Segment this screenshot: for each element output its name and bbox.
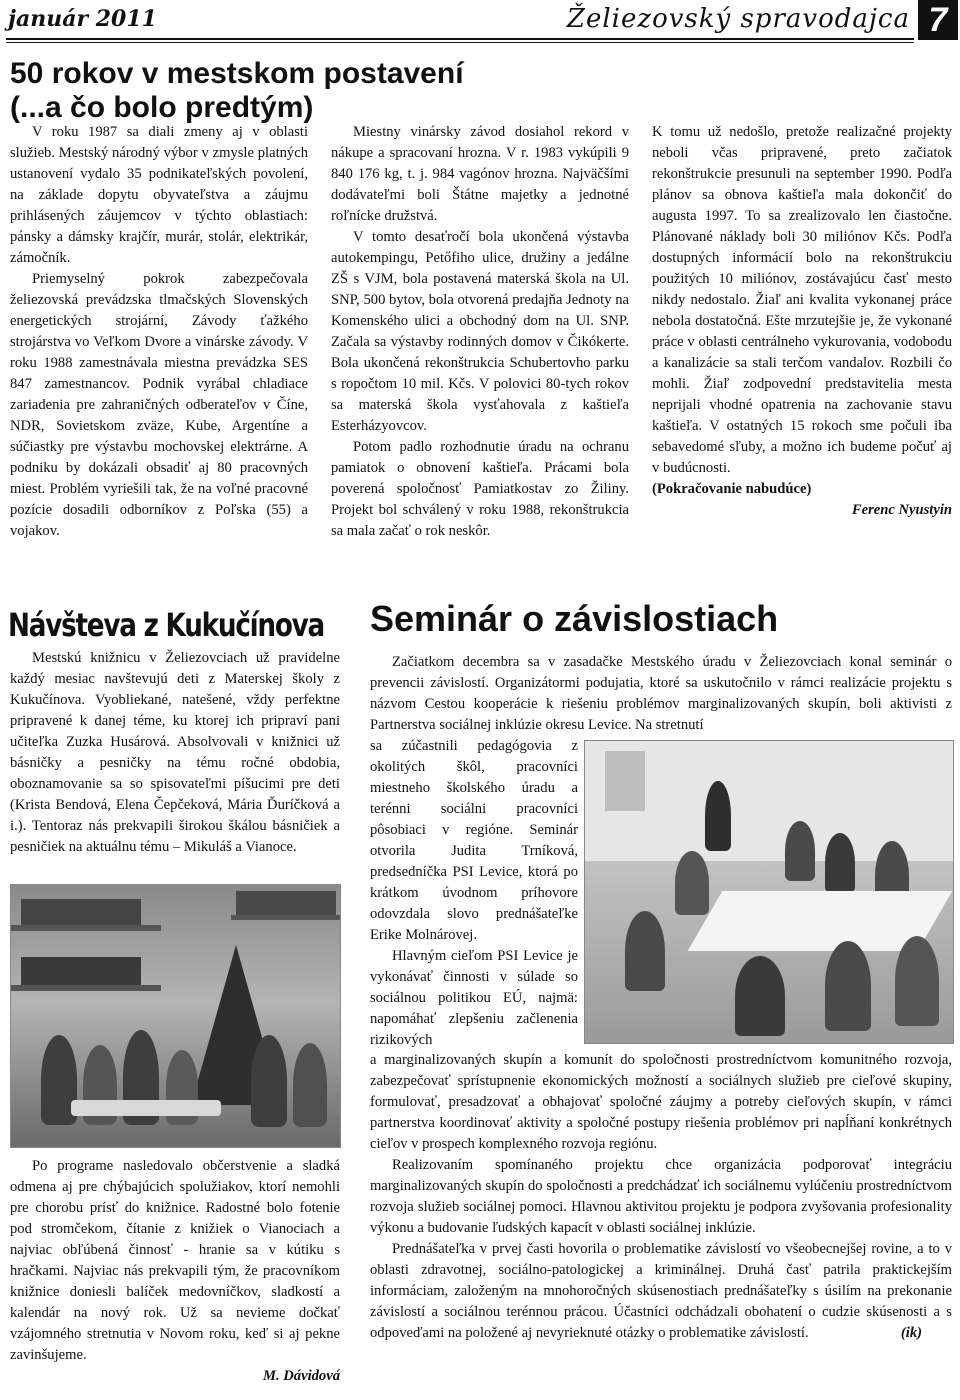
article2-text-top [10, 648, 340, 858]
article2-author: M. Dávidová [262, 1368, 340, 1384]
page-number: 7 [918, 0, 958, 40]
article2-text-bottom [10, 1156, 340, 1387]
paragraph: Po programe nasledovalo občerstvenie a sladká odmena aj pre chýbajúcich spolužiakov, ktorí nemohli pre chorobu prísť do knižnice. Radostné bolo fotenie pod stromčekom, čítanie z knižiek o Vianociach a najviac obľúbená činnosť - hranie sa v kútiku s hračkami. Najviac nás prekvapili tým, že pracovníkom knižnice doniesli balíček medovníčkov, sladkostí a kalendár na nový rok. Už sa nevieme dočkať vzájomného stretnutia v Novom roku, keď si aj pekne zavinšujeme. [10, 1158, 340, 1363]
paragraph: a marginalizovaných skupín a komunít do spoločnosti prostredníctvom komunitného rozvoja, zabezpečovať sprístupnenie ekonomických možností a sociálnych služieb pre cieľové skupiny, formulovať, presadzovať a obhajovať spoločné záujmy a potreby cieľových skupín, v rámci partnerstva koordinovať aktivity a spoločné postupy riešenia problémov pri napĺňaní konkrétnych cieľov v prospech komplexného rozvoja regiónu. [370, 1052, 952, 1152]
paragraph: Potom padlo rozhodnutie úradu na ochranu pamiatok o obnovení kaštieľa. Prácami bola poverená spoločnosť Pamiatkostav zo Žiliny. Projekt bol schválený v roku 1988, rekonštrukcia sa mala začať o rok neskôr. [331, 439, 629, 539]
issue-date: január 2011 [8, 6, 157, 32]
article2-title: Návšteva z Kukučínova [8, 606, 325, 644]
paragraph: V tomto desaťročí bola ukončená výstavba autokempingu, Petőfiho ulice, družiny a jedálne ZŠ s VJM, bola postavená materská škola na Ul. SNP, 500 bytov, bola otvorená predajňa Jednoty na Komenského ulici a obchodný dom na Ul. SNP. Začala sa výstavby rodinných domov v Čikókerte. Bola ukončená rekonštrukcia Schubertovho parku s ropočtom 10 mil. Kčs. V polovici 80-tych rokov sa materská škola vysťahovala z kaštieľa Esterházyovcov. [331, 229, 629, 434]
header-rule [6, 38, 914, 40]
paragraph: Začiatkom decembra sa v zasadačke Mestského úradu v Želiezovciach konal seminár o prevencii závislostí. Organizátormi podujatia, ktoré sa uskutočnilo v rámci realizácie projektu s názvom Cestou kooperácie k riešeniu problémov marginalizovaných skupín, boli aktivisti z Partnerstva sociálnej inklúzie okresu Levice. Na stretnutí [370, 654, 952, 733]
article1-author: Ferenc Nyustyin [851, 502, 952, 518]
paragraph: Realizovaním spomínaného projektu chce organizácia podporovať integráciu marginalizovaných skupín do spoločnosti a predchádzať ich sociálnemu vylúčeniu prostredníctvom rozvoja služieb sociálnej pomoci. Hlavnou aktivitou projektu je podpora zvyšovania profesionality výkonu a budovanie ľudských kapacít v oblasti sociálnej inklúzie. [370, 1157, 952, 1236]
publication-name: Želiezovský spravodajca [566, 4, 910, 34]
article1-column-1 [10, 122, 308, 542]
paragraph: sa zúčastnili pedagógovia z okolitých škôl, pracovníci miestneho školského úradu a terénni sociálni pracovníci pôsobiaci v regióne. Seminár otvorila Judita Trníková, predsedníčka PSI Levice, ktorá po krátkom úvodnom príhovore odovzdala slovo prednášateľke Erike Molnárovej. [370, 738, 578, 943]
paragraph: K tomu už nedošlo, pretože realizačné projekty neboli včas pripravené, preto začiatok rekonštrukcie presunuli na september 1990. Podľa plánov sa obnova kaštieľa mala dokončiť do augusta 1997. To sa zrealizovalo len čiastočne. Plánované náklady boli 30 miliónov Kčs. Podľa dostupných informácií bolo na rekonštrukciu použitých 10 miliónov, zostávajúcu časť mesto nikdy nedostalo. Žiaľ ani kvalita vykonanej práce nebola dostatočná. Ešte mrzutejšie je, že vykonané práce v oblasti centrálneho vykurovania, vodobodu a kanalizácie sa stali terčom vandalov. Rozbili čo mohli. Žiaľ zodpovední predstavitelia mesta neprijali vhodné opatrenia na zachovanie stavu kaštieľa. V ostatných 15 rokoch sme počuli iba sebavedomé sľuby, a možno ich budeme počuť aj v budúcnosti. [652, 124, 952, 476]
paragraph: Hlavným cieľom PSI Levice je vykonávať činnosti v súlade so sociálnou politikou EÚ, najmä: napomáhať zlepšeniu začlenenia rizikových [370, 948, 578, 1048]
article3-title: Seminár o závislostiach [370, 598, 779, 639]
article3-intro [370, 652, 952, 736]
article1-column-3 [652, 122, 952, 521]
article3-body [370, 1050, 952, 1344]
article3-author: (ik) [900, 1325, 922, 1341]
article1-column-2 [331, 122, 629, 542]
paragraph: Priemyselný pokrok zabezpečovala želiezovská prevádzska tlmačských Slovenských energetických strojární, Závody ťažkého strojárstva vo Veľkom Dvore a vinárske závody. V roku 1988 zamestnávala miestna prevádzka SES 847 zamestnancov. Podnik vyrábal chladiace zariadenia pre zahraničných odberateľov v Číne, NDR, Sovietskom zväze, Kube, Argentíne a súčiastky pre výstavbu mochovskej elektrárne. A podniku by dokázali obsadiť aj 80 pracovných miest. Problém vyriešili tak, že na voľné pracovné pozície dosadili odborníkov z Poľska (55) a vojakov. [10, 271, 308, 539]
paragraph: Prednášateľka v prvej časti hovorila o problematike závislostí vo všeobecnejšej rovine, a to v oblasti zdravotnej, sociálno-patologickej a kriminálnej. Druhá časť patrila praktickejším informáciam, založeným na mnohoročných skúsenostiach prednášateľky s úsilím na prekonanie závislostí a sociálnou terénnou prácou. Účastníci odchádzali obohatení o cudzie skúsenosti a s odpoveďami na položené aj nevyrieknuté otázky o problematike závislostí. [370, 1241, 952, 1341]
children-library-photo [10, 884, 341, 1148]
seminar-photo [584, 740, 954, 1044]
paragraph: V roku 1987 sa diali zmeny aj v oblasti služieb. Mestský národný výbor v zmysle platných ustanovení vydalo 35 podnikateľských povolení, na základe dopytu obyvateľstva a záujmu prihlásených záujemcov v týchto oblastiach: pánsky a dámsky krajčír, murár, stolár, elektrikár, zámočník. [10, 124, 308, 266]
header-rule-thin [6, 42, 914, 43]
article3-wrap-column [370, 736, 578, 1051]
continuation-note: (Pokračovanie nabudúce) [652, 481, 812, 497]
paragraph: Miestny vinársky závod dosiahol rekord v nákupe a spracovaní hrozna. V r. 1983 vykúpili 9 840 176 kg, t. j. 984 vagónov hrozna. Najväčšími dodávateľmi boli Štátne majetky a jednotné roľnícke družstvá. [331, 124, 629, 224]
article1-title: 50 rokov v mestskom postavení (...a čo bolo predtým) [10, 57, 464, 124]
paragraph: Mestskú knižnicu v Želiezovciach už pravidelne každý mesiac navštevujú deti z Materskej školy z Kukučínova. Vyobliekané, natešené, vždy perfektne pripravené k danej téme, ku ktorej ich pripraví pani učiteľka Zuzka Husárová. Absolvovali v knižnici už básničky a pesničky na tému ročné obdobia, oboznamovanie sa so spisovateľmi píšucimi pre deti (Krista Bendová, Elena Čepčeková, Mária Ďuríčková a i.). Tentoraz nás prekvapili širokou škálou básničiek a pesničiek na aktuálnu tému – Mikuláš a Vianoce. [10, 650, 340, 855]
